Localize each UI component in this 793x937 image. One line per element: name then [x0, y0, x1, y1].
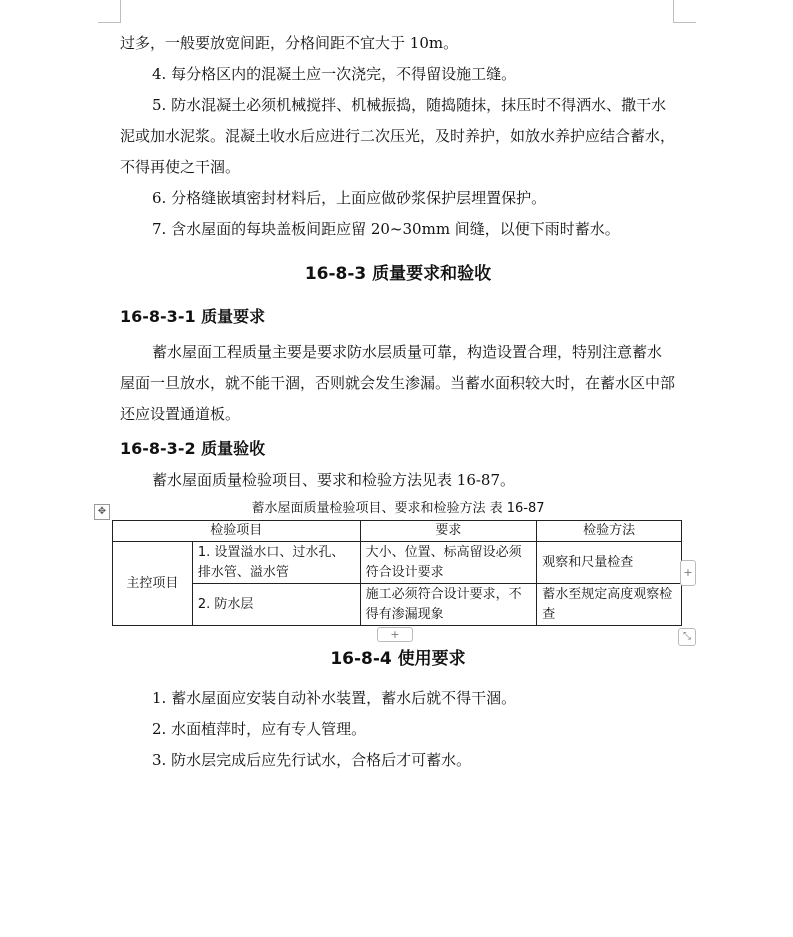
subsection-heading-quality-acceptance: 16-8-3-2 质量验收	[120, 439, 266, 458]
list-item-4: 4. 每分格区内的混凝土应一次浇完，不得留设施工缝。	[152, 65, 517, 83]
page-corner-mark-top-right	[673, 0, 696, 23]
table-header-row	[113, 521, 682, 542]
table-row	[113, 584, 682, 626]
subsection-heading-quality-requirements: 16-8-3-1 质量要求	[120, 307, 266, 326]
header-cell-method[interactable]: 检验方法	[537, 521, 682, 542]
paragraph-quality-acceptance: 蓄水屋面质量检验项目、要求和检验方法见表 16-87。	[152, 471, 516, 489]
add-row-button[interactable]: +	[377, 627, 413, 642]
cell-item[interactable]: 1. 设置溢水口、过水孔、排水管、溢水管	[192, 542, 360, 584]
usage-item-2: 2. 水面植萍时，应有专人管理。	[152, 720, 367, 738]
cell-requirement[interactable]: 施工必须符合设计要求，不得有渗漏现象	[360, 584, 537, 626]
table-move-handle-icon[interactable]: ✥	[94, 504, 110, 520]
section-heading-usage: 16-8-4 使用要求	[330, 649, 466, 669]
group-cell-main-control[interactable]: 主控项目	[113, 542, 193, 626]
header-cell-item[interactable]: 检验项目	[113, 521, 361, 542]
header-cell-requirement[interactable]: 要求	[360, 521, 537, 542]
table-caption: 蓄水屋面质量检验项目、要求和检验方法 表 16-87	[251, 501, 545, 516]
document-page	[97, 28, 693, 776]
table-row	[113, 542, 682, 584]
usage-item-3: 3. 防水层完成后应先行试水，合格后才可蓄水。	[152, 751, 472, 769]
cell-method[interactable]: 观察和尺量检查	[537, 542, 682, 584]
section-heading-quality: 16-8-3 质量要求和验收	[304, 264, 492, 284]
cell-item[interactable]: 2. 防水层	[192, 584, 360, 626]
cell-method[interactable]: 蓄水至规定高度观察检查	[537, 584, 682, 626]
add-column-button[interactable]: +	[680, 560, 696, 586]
table-resize-handle-icon[interactable]: ⤡	[678, 628, 696, 646]
list-item-6: 6. 分格缝嵌填密封材料后，上面应做砂浆保护层埋置保护。	[152, 189, 547, 207]
cell-requirement[interactable]: 大小、位置、标高留设必须符合设计要求	[360, 542, 537, 584]
usage-item-1: 1. 蓄水屋面应安装自动补水装置，蓄水后就不得干涸。	[152, 689, 517, 707]
list-item-7: 7. 含水屋面的每块盖板间距应留 20~30mm 间缝，以便下雨时蓄水。	[152, 220, 620, 238]
paragraph-quality-requirements: 蓄水屋面工程质量主要是要求防水层质量可靠，构造设置合理，特别注意蓄水屋面一旦放水，就不能干涸，否则就会发生渗漏。当蓄水面积较大时，在蓄水区中部还应设置通道板。	[120, 343, 676, 423]
list-item-5: 5. 防水混凝土必须机械搅拌、机械振捣，随捣随抹，抹压时不得洒水、撒干水泥或加水泥浆。混凝土收水后应进行二次压光，及时养护，如放水养护应结合蓄水，不得再使之干涸。	[120, 96, 676, 176]
paragraph-continuation: 过多，一般要放宽间距，分格间距不宜大于 10m。	[120, 34, 459, 52]
inspection-table	[112, 520, 682, 626]
page-corner-mark-top-left	[98, 0, 121, 23]
